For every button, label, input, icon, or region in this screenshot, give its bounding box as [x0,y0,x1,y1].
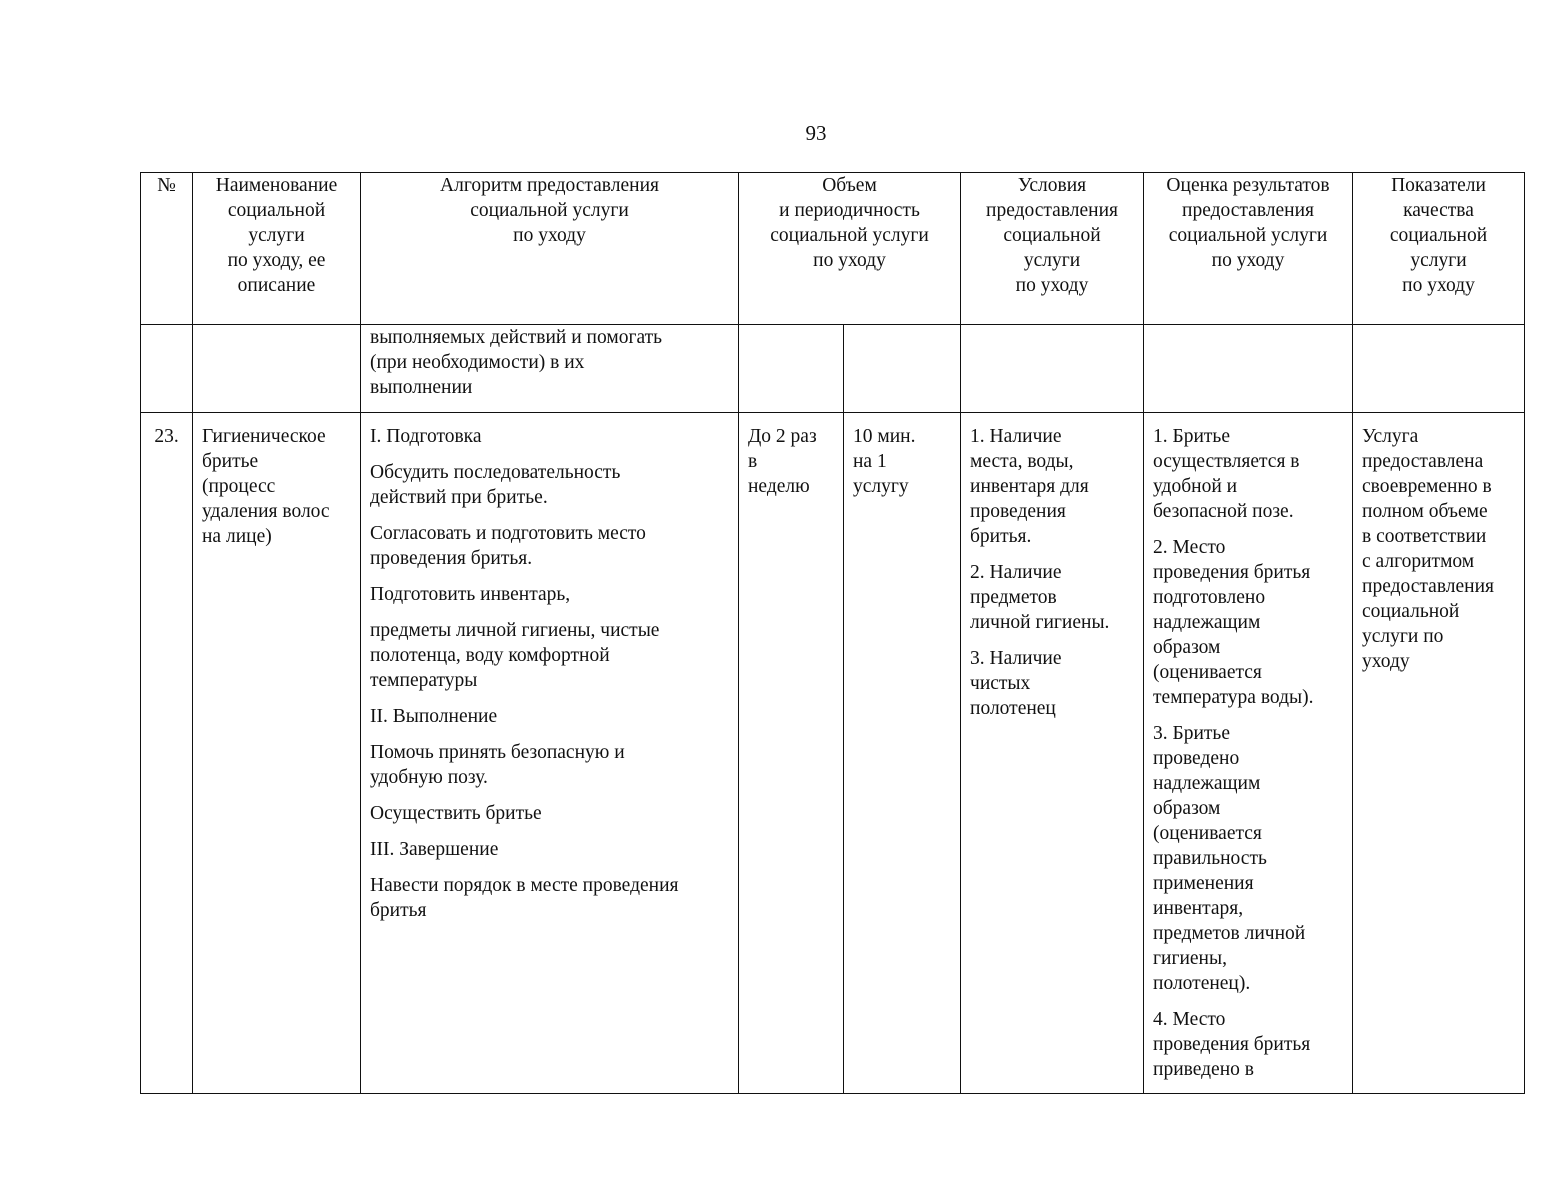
text-line: приведено в [1153,1059,1254,1080]
text-line: безопасной позе. [1153,501,1294,522]
text-line: уходу [1362,651,1410,672]
text-line: Алгоритм предоставления [440,175,659,196]
row23-frequency [739,413,843,499]
text-line: проведения бритья. [370,548,533,569]
text-line: Условия [1017,175,1087,196]
paragraph [370,837,729,862]
row23-quality-cell [1353,413,1525,1094]
header-quality [1353,173,1525,325]
cont-quality-cell [1353,325,1525,413]
text-line: Помочь принять безопасную и [370,742,625,763]
text-line: Оценка результатов [1166,175,1330,196]
header-service-name-text [193,173,360,298]
text-line: и периодичность [779,200,920,221]
text-line: (при необходимости) в их [370,352,585,373]
text-line: I. Подготовка [370,426,482,447]
cont-algorithm-text [361,325,738,400]
text-line: описание [237,275,316,296]
text-line: температуры [370,670,478,691]
text-line: по уходу, ее [227,250,326,271]
table-row-continuation [141,325,1525,413]
text-line: проведения [970,501,1066,522]
header-volume [739,173,961,325]
text-line: социальной услуги [470,200,629,221]
text-line: выполнении [370,377,473,398]
text-line: проведено [1153,748,1240,769]
row23-assessment-cell [1144,413,1353,1094]
text-line: по уходу [513,225,586,246]
cont-name-cell [193,325,361,413]
paragraph [370,424,729,449]
row23-frequency-cell [739,413,844,1094]
text-line: предоставления [1362,576,1495,597]
text-line: 10 мин. [853,426,916,447]
text-line: услугу [853,476,909,497]
cont-conditions-cell [961,325,1144,413]
text-line: До 2 раз [748,426,817,447]
text-line: с алгоритмом [1362,551,1475,572]
row23-quality [1353,413,1524,674]
text-line: надлежащим [1153,773,1261,794]
text-line: проведения бритья [1153,1034,1311,1055]
text-line: полотенец). [1153,973,1251,994]
row23-name-cell [193,413,361,1094]
row23-algorithm-cell [361,413,739,1094]
text-line: по уходу [1211,250,1285,271]
text-line: по уходу [1402,275,1475,296]
cont-algorithm-cell [361,325,739,413]
text-line: 3. Наличие [970,648,1062,669]
text-line: 1. Бритье [1153,426,1230,447]
text-line: предметы личной гигиены, чистые [370,620,660,641]
header-service-name [193,173,361,325]
row23-service-name [193,413,360,549]
services-table [140,172,1525,1094]
header-assessment [1144,173,1353,325]
text-line: удобную позу. [370,767,488,788]
text-line: в соответствии [1362,526,1487,547]
text-line: полотенец [970,698,1056,719]
paragraph [1153,1007,1343,1082]
row23-duration-cell [844,413,961,1094]
text-line: (оценивается [1153,823,1262,844]
text-line: социальной [1003,225,1101,246]
header-algorithm-text [361,173,738,248]
text-line: инвентаря для [970,476,1089,497]
text-line: Согласовать и подготовить место [370,523,646,544]
text-line: Гигиеническое [202,426,326,447]
paragraph [970,424,1134,549]
text-line: 2. Наличие [970,562,1062,583]
text-line: места, воды, [970,451,1074,472]
text-line: образом [1153,637,1221,658]
header-assessment-text [1144,173,1352,273]
text-line: 4. Место [1153,1009,1226,1030]
cont-number-cell [141,325,193,413]
text-line: III. Завершение [370,839,499,860]
text-line: в [748,451,758,472]
text-line: социальной [227,200,326,221]
header-conditions-text [961,173,1143,298]
text-line: бритья [370,900,427,921]
text-line: действий при бритье. [370,487,548,508]
header-volume-text [739,173,960,273]
text-line: надлежащим [1153,612,1261,633]
text-line: предоставления [986,200,1119,221]
text-line: услуги [248,225,305,246]
paragraph [970,646,1134,721]
row23-number: 23. [154,426,179,447]
text-line: Наименование [215,175,338,196]
text-line: услуги по [1362,626,1444,647]
paragraph [370,521,729,571]
text-line: бритье [202,451,259,472]
text-line: выполняемых действий и помогать [370,327,663,348]
text-line: предметов личной [1153,923,1306,944]
row23-algorithm [361,413,738,923]
paragraph [970,560,1134,635]
paragraph [370,704,729,729]
paragraph [370,582,729,607]
text-line: качества [1403,200,1474,221]
row23-assessment [1144,413,1352,1082]
text-line: II. Выполнение [370,706,498,727]
text-line: Осуществить бритье [370,803,542,824]
text-line: правильность [1153,848,1267,869]
text-line: своевременно в [1362,476,1492,497]
cont-duration-cell [844,325,961,413]
text-line: социальной [1362,601,1460,622]
paragraph [370,618,729,693]
text-line: (процесс [202,476,276,497]
header-quality-text [1353,173,1524,298]
text-line: полном объеме [1362,501,1488,522]
table-header-row [141,173,1525,325]
text-line: Показатели [1391,175,1486,196]
row23-number-cell [141,413,193,1094]
paragraph [370,801,729,826]
text-line: на 1 [853,451,887,472]
text-line: Обсудить последовательность [370,462,621,483]
text-line: Навести порядок в месте проведения [370,875,679,896]
text-line: удаления волос [202,501,330,522]
paragraph [370,460,729,510]
cont-frequency-cell [739,325,844,413]
text-line: социальной услуги [770,225,929,246]
text-line: образом [1153,798,1221,819]
header-number [141,173,193,325]
text-line: неделю [748,476,810,497]
text-line: 2. Место [1153,537,1226,558]
text-line: услуги [1023,250,1081,271]
text-line: по уходу [1015,275,1089,296]
text-line: чистых [970,673,1031,694]
text-line: (оценивается [1153,662,1262,683]
paragraph [1153,535,1343,710]
text-line: осуществляется в [1153,451,1300,472]
page-number: 93 [805,121,827,145]
text-line: инвентаря, [1153,898,1244,919]
paragraph [370,873,729,923]
text-line: 3. Бритье [1153,723,1230,744]
header-algorithm [361,173,739,325]
text-line: предметов [970,587,1057,608]
text-line: проведения бритья [1153,562,1311,583]
text-line: на лице) [202,526,272,547]
paragraph [1153,721,1343,996]
text-line: предоставления [1182,200,1315,221]
header-conditions [961,173,1144,325]
cont-assessment-cell [1144,325,1353,413]
text-line: 1. Наличие [970,426,1062,447]
row23-conditions-cell [961,413,1144,1094]
text-line: применения [1153,873,1254,894]
text-line: предоставлена [1362,451,1484,472]
row23-conditions [961,413,1143,721]
header-number-text: № [157,175,176,196]
text-line: удобной и [1153,476,1238,497]
text-line: подготовлено [1153,587,1266,608]
paragraph [370,740,729,790]
row23-duration [844,413,960,499]
text-line: социальной [1389,225,1488,246]
text-line: полотенца, воду комфортной [370,645,610,666]
text-line: температура воды). [1153,687,1314,708]
text-line: гигиены, [1153,948,1227,969]
table-row-23 [141,413,1525,1094]
text-line: социальной услуги [1168,225,1328,246]
paragraph [1153,424,1343,524]
text-line: услуги [1410,250,1467,271]
text-line: Подготовить инвентарь, [370,584,571,605]
text-line: Объем [822,175,877,196]
text-line: личной гигиены. [970,612,1110,633]
text-line: бритья. [970,526,1032,547]
text-line: по уходу [813,250,886,271]
text-line: Услуга [1362,426,1419,447]
